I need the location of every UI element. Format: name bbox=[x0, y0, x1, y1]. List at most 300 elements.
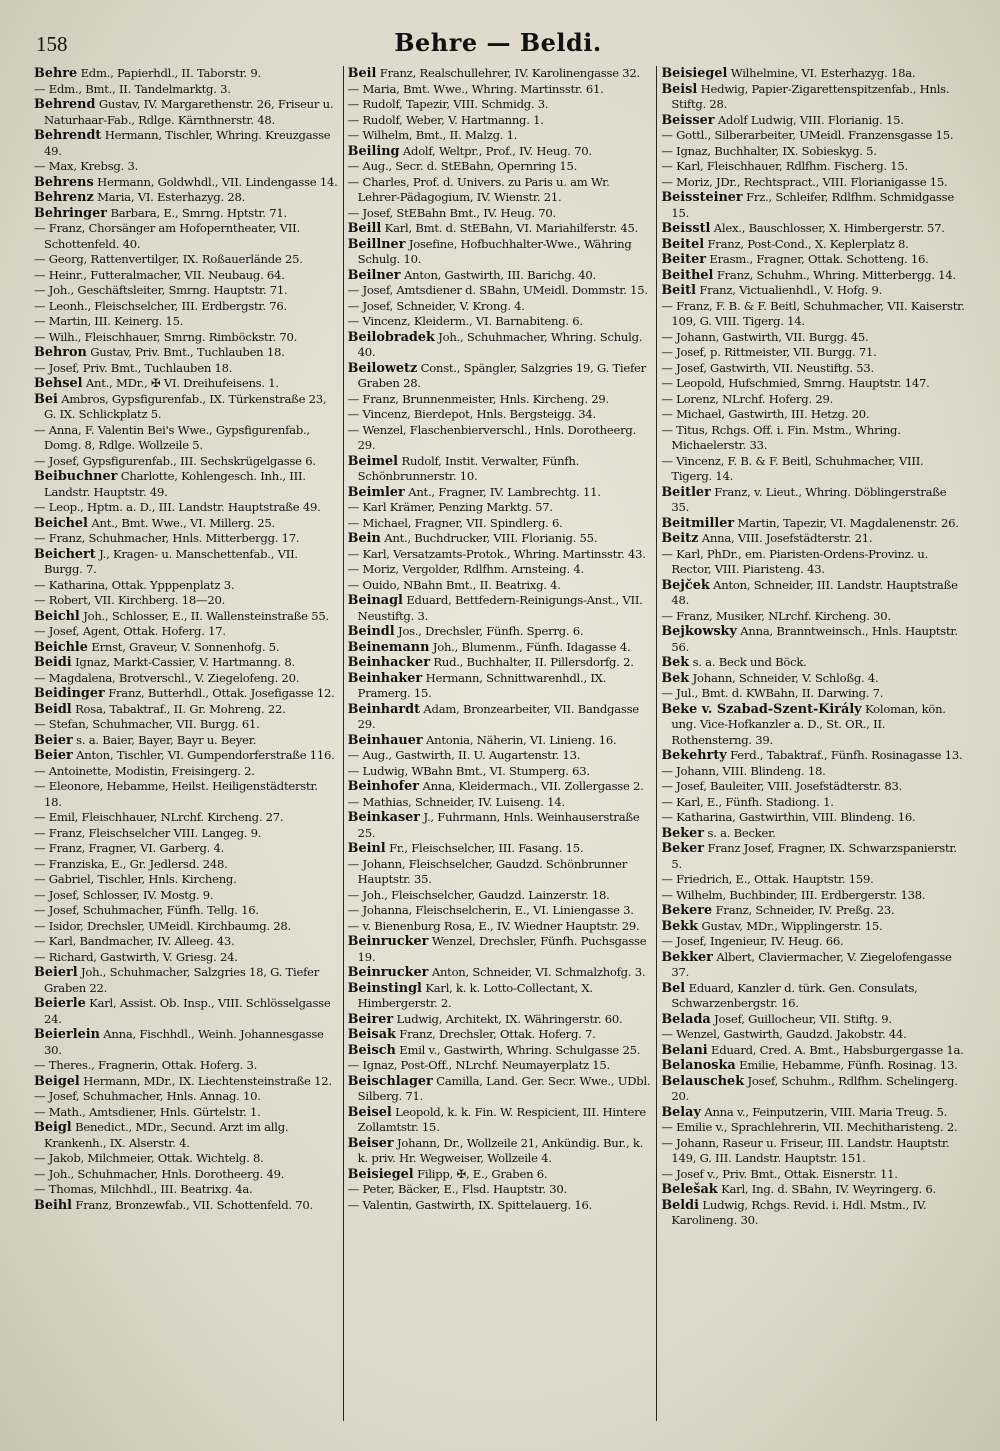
entry-surname: Beierl bbox=[34, 965, 78, 980]
entry-details: — Leop., Hptm. a. D., III. Landstr. Hauptstraße 49. bbox=[34, 500, 321, 514]
page-header bbox=[36, 22, 960, 62]
running-title: Behre — Beldi. bbox=[394, 28, 602, 57]
directory-entry bbox=[661, 376, 966, 392]
entry-details: Eduard, Bettfedern-Reinigungs-Anst., VII. Neustiftg. 3. bbox=[357, 593, 643, 623]
entry-surname: Beichel bbox=[34, 515, 88, 531]
directory-entry bbox=[661, 872, 966, 888]
directory-entry bbox=[661, 609, 966, 625]
entry-surname: Beisch bbox=[347, 1042, 396, 1058]
entry-details: Camilla, Land. Ger. Secr. Wwe., UDbl. Silberg. 71. bbox=[357, 1073, 651, 1103]
directory-entry bbox=[348, 97, 653, 113]
entry-surname: Bel bbox=[661, 980, 686, 996]
directory-entry bbox=[348, 841, 653, 857]
entry-surname: Bek bbox=[661, 670, 690, 686]
entry-details: — Isidor, Drechsler, UMeidl. Kirchbaumg. 28. bbox=[34, 918, 291, 933]
entry-details: — Johann, Fleischselcher, Gaudzd. Schönbrunner Hauptstr. 35. bbox=[347, 856, 628, 886]
entry-details: Rud., Buchhalter, II. Pillersdorfg. 2. bbox=[429, 655, 634, 669]
entry-surname: Beisser bbox=[661, 112, 715, 128]
entry-details: — Valentin, Gastwirth, IX. Spittelauerg. 16. bbox=[347, 1197, 593, 1212]
entry-surname: Beitel bbox=[661, 236, 705, 252]
directory-entry bbox=[348, 857, 653, 888]
directory-entry bbox=[34, 702, 339, 718]
directory-entry bbox=[348, 562, 653, 578]
entry-surname: Beinagl bbox=[347, 593, 403, 608]
entry-surname: Beinhacker bbox=[347, 655, 430, 670]
directory-entry bbox=[34, 159, 339, 175]
entry-details: — Gottl., Silberarbeiter, UMeidl. Franzensgasse 15. bbox=[661, 128, 954, 142]
directory-entry bbox=[34, 609, 339, 625]
entry-details: Anton, Schneider, VI. Schmalzhofg. 3. bbox=[428, 965, 646, 979]
entry-details: — Friedrich, E., Ottak. Hauptstr. 159. bbox=[661, 872, 874, 886]
entry-details: Franz Josef, Fragner, IX. Schwarzspanierstr. 5. bbox=[671, 841, 957, 871]
directory-entry bbox=[348, 1167, 653, 1183]
entry-surname: Beissteiner bbox=[661, 190, 743, 205]
entry-details: Karl, k. k. Lotto-Collectant, X. Himbergerstr. 2. bbox=[357, 980, 593, 1010]
entry-details: — Michael, Fragner, VII. Spindlerg. 6. bbox=[347, 515, 563, 530]
directory-entry bbox=[348, 748, 653, 764]
entry-details: — Emilie v., Sprachlehrerin, VII. Mechitharisteng. 2. bbox=[661, 1120, 958, 1134]
entry-surname: Beirer bbox=[347, 1011, 394, 1027]
directory-entry bbox=[34, 655, 339, 671]
entry-details: Karl, Ing. d. SBahn, IV. Weyringerg. 6. bbox=[717, 1182, 936, 1196]
entry-details: s. a. Beck und Böck. bbox=[689, 655, 807, 669]
directory-entry bbox=[34, 717, 339, 733]
entry-surname: Beinhofer bbox=[347, 779, 420, 794]
entry-details: — Robert, VII. Kirchberg. 18—20. bbox=[34, 593, 226, 607]
entry-details: Barbara, E., Smrng. Hptstr. 71. bbox=[107, 205, 287, 220]
entry-surname: Beierle bbox=[34, 996, 86, 1011]
directory-entry bbox=[34, 624, 339, 640]
column-middle bbox=[344, 66, 658, 1421]
entry-details: Hermann, Tischler, Whring. Kreuzgasse 49. bbox=[44, 128, 331, 158]
directory-entry bbox=[661, 190, 966, 221]
directory-entry bbox=[661, 888, 966, 904]
entry-details: — Katharina, Ottak. Ypppenplatz 3. bbox=[34, 577, 235, 592]
entry-surname: Beiling bbox=[347, 143, 400, 159]
directory-entry bbox=[348, 237, 653, 268]
entry-details: — Vincenz, Kleiderm., VI. Barnabiteng. 6. bbox=[347, 314, 583, 328]
entry-details: — Franziska, E., Gr. Jedlersd. 248. bbox=[34, 856, 228, 871]
directory-entry bbox=[348, 330, 653, 361]
directory-entry bbox=[661, 268, 966, 284]
directory-entry bbox=[661, 1058, 966, 1074]
entry-details: Erasm., Fragner, Ottak. Schotteng. 16. bbox=[705, 252, 929, 266]
directory-entry bbox=[661, 128, 966, 144]
entry-surname: Beldi bbox=[661, 1197, 699, 1213]
directory-entry bbox=[348, 888, 653, 904]
directory-entry bbox=[348, 764, 653, 780]
entry-details: Eduard, Kanzler d. türk. Gen. Consulats, Schwarzenbergstr. 16. bbox=[671, 980, 918, 1010]
directory-entry bbox=[34, 531, 339, 547]
directory-entry bbox=[661, 779, 966, 795]
directory-entry bbox=[34, 1120, 339, 1151]
page-number: 158 bbox=[36, 32, 68, 56]
entry-details: — Josef, Schuhmacher, Hnls. Annag. 10. bbox=[34, 1089, 261, 1103]
entry-surname: Beidinger bbox=[34, 686, 105, 701]
directory-entry bbox=[348, 981, 653, 1012]
directory-entry bbox=[348, 299, 653, 315]
directory-entry bbox=[661, 795, 966, 811]
entry-details: Ant., Buchdrucker, VIII. Florianig. 55. bbox=[380, 531, 598, 545]
entry-surname: Beisak bbox=[347, 1027, 396, 1042]
directory-entry bbox=[661, 454, 966, 485]
entry-details: — Antoinette, Modistin, Freisingerg. 2. bbox=[34, 763, 255, 778]
entry-details: Wenzel, Drechsler, Fünfh. Puchsgasse 19. bbox=[357, 934, 647, 964]
entry-details: — Karl, PhDr., em. Piaristen-Ordens-Provinz. u. Rector, VIII. Piaristeng. 43. bbox=[661, 546, 929, 576]
entry-surname: Beinhauer bbox=[347, 732, 423, 748]
entry-surname: Beimel bbox=[347, 453, 399, 469]
entry-details: — Karl Krämer, Penzing Marktg. 57. bbox=[347, 500, 553, 514]
directory-entry bbox=[34, 500, 339, 516]
directory-entry bbox=[348, 392, 653, 408]
entry-details: Ignaz, Markt-Cassier, V. Hartmanng. 8. bbox=[71, 655, 295, 669]
entry-details: — v. Bienenburg Rosa, E., IV. Wiedner Hauptstr. 29. bbox=[347, 918, 640, 933]
entry-surname: Beinl bbox=[347, 841, 386, 856]
column-right bbox=[657, 66, 970, 1421]
entry-surname: Bekker bbox=[661, 949, 713, 965]
directory-entry bbox=[348, 1074, 653, 1105]
entry-details: — Ignaz, Buchhalter, IX. Sobieskyg. 5. bbox=[661, 143, 877, 158]
directory-columns bbox=[34, 66, 970, 1421]
entry-surname: Beilowetz bbox=[347, 360, 418, 376]
directory-entry bbox=[348, 593, 653, 624]
entry-details: — Moriz, Vergolder, Rdlfhm. Arnsteing. 4. bbox=[347, 562, 584, 576]
entry-surname: Beisstl bbox=[661, 221, 711, 236]
directory-entry bbox=[34, 66, 339, 82]
directory-entry bbox=[34, 965, 339, 996]
directory-entry bbox=[661, 82, 966, 113]
entry-details: Franz, Butterhdl., Ottak. Josefigasse 12. bbox=[104, 686, 335, 700]
entry-details: — Eleonore, Hebamme, Heilst. Heiligenstädterstr. 18. bbox=[34, 779, 318, 809]
directory-entry bbox=[34, 206, 339, 222]
entry-details: Karl, Bmt. d. StEBahn, VI. Mariahilferstr. 45. bbox=[381, 221, 639, 235]
directory-entry bbox=[661, 702, 966, 749]
directory-entry bbox=[34, 888, 339, 904]
entry-surname: Beichert bbox=[34, 546, 96, 562]
entry-surname: Beier bbox=[34, 732, 73, 748]
entry-details: Leopold, k. k. Fin. W. Respicient, III. Hintere Zollamtstr. 15. bbox=[357, 1104, 647, 1134]
directory-entry bbox=[348, 810, 653, 841]
entry-surname: Beil bbox=[347, 66, 377, 81]
entry-details: Anna, Fischhdl., Weinh. Johannesgasse 30. bbox=[44, 1027, 324, 1057]
entry-details: — Wenzel, Flaschenbierverschl., Hnls. Dorotheerg. 29. bbox=[347, 422, 637, 452]
entry-details: Franz, Drechsler, Ottak. Hoferg. 7. bbox=[395, 1027, 596, 1041]
entry-surname: Beker bbox=[661, 825, 705, 841]
directory-entry bbox=[34, 779, 339, 810]
directory-entry bbox=[348, 779, 653, 795]
entry-details: Joh., Schuhmacher, Salzgries 18, G. Tiefer Graben 22. bbox=[44, 965, 320, 995]
directory-entry bbox=[348, 283, 653, 299]
directory-entry bbox=[348, 578, 653, 594]
entry-details: — Wilhelm, Buchbinder, III. Erdbergerstr. 138. bbox=[661, 887, 926, 902]
directory-entry bbox=[34, 392, 339, 423]
entry-surname: Belay bbox=[661, 1104, 701, 1120]
entry-details: — Ludwig, WBahn Bmt., VI. Stumperg. 63. bbox=[347, 763, 590, 778]
entry-details: — Mathias, Schneider, IV. Luiseng. 14. bbox=[347, 794, 565, 809]
directory-entry bbox=[661, 671, 966, 687]
directory-entry bbox=[348, 206, 653, 222]
directory-entry bbox=[348, 903, 653, 919]
entry-details: — Joh., Geschäftsleiter, Smrng. Hauptstr. 71. bbox=[34, 283, 288, 297]
directory-entry bbox=[661, 764, 966, 780]
entry-details: Anton, Schneider, III. Landstr. Hauptstraße 48. bbox=[671, 577, 958, 607]
directory-entry bbox=[348, 1043, 653, 1059]
entry-surname: Bein bbox=[347, 531, 381, 546]
entry-details: — Wenzel, Gastwirth, Gaudzd. Jakobstr. 44. bbox=[661, 1027, 907, 1041]
entry-details: Gustav, Priv. Bmt., Tuchlauben 18. bbox=[86, 345, 285, 359]
directory-entry bbox=[348, 175, 653, 206]
directory-entry bbox=[348, 531, 653, 547]
entry-surname: Beigel bbox=[34, 1073, 80, 1089]
entry-details: — Karl, Bandmacher, IV. Alleeg. 43. bbox=[34, 934, 235, 948]
directory-entry bbox=[661, 547, 966, 578]
entry-surname: Behrenz bbox=[34, 190, 94, 205]
entry-surname: Belada bbox=[661, 1011, 711, 1027]
entry-details: Hermann, MDr., IX. Liechtensteinstraße 12. bbox=[79, 1073, 332, 1088]
entry-details: — Rudolf, Tapezir, VIII. Schmidg. 3. bbox=[347, 97, 549, 111]
entry-surname: Bejkowsky bbox=[661, 624, 737, 639]
entry-details: Maria, VI. Esterhazyg. 28. bbox=[93, 190, 246, 204]
directory-entry bbox=[34, 903, 339, 919]
entry-details: — Charles, Prof. d. Univers. zu Paris u. am Wr. Lehrer-Pädagogium, IV. Wienstr. 21. bbox=[347, 174, 610, 204]
entry-surname: Beitl bbox=[661, 283, 696, 298]
entry-details: — Gabriel, Tischler, Hnls. Kircheng. bbox=[34, 872, 237, 886]
directory-entry bbox=[661, 903, 966, 919]
entry-details: — Johann, Gastwirth, VII. Burgg. 45. bbox=[661, 329, 869, 344]
entry-details: — Franz, Brunnenmeister, Hnls. Kircheng. 29. bbox=[347, 391, 609, 406]
directory-entry bbox=[661, 748, 966, 764]
entry-details: Martin, Tapezir, VI. Magdalenenstr. 26. bbox=[734, 515, 959, 530]
entry-surname: Belani bbox=[661, 1042, 708, 1058]
entry-details: Edm., Papierhdl., II. Taborstr. 9. bbox=[77, 66, 261, 80]
directory-entry bbox=[661, 1198, 966, 1229]
directory-entry bbox=[34, 1027, 339, 1058]
entry-details: — Josef, Schneider, V. Krong. 4. bbox=[347, 298, 525, 313]
directory-entry bbox=[661, 252, 966, 268]
directory-entry bbox=[661, 66, 966, 82]
entry-details: Anna v., Feinputzerin, VIII. Maria Treug. 5. bbox=[700, 1104, 948, 1119]
directory-entry bbox=[661, 1167, 966, 1183]
entry-surname: Beitmiller bbox=[661, 515, 735, 531]
entry-surname: Beigl bbox=[34, 1120, 72, 1135]
directory-entry bbox=[661, 361, 966, 377]
entry-details: Joh., Schuhmacher, Whring. Schulg. 40. bbox=[357, 329, 643, 359]
entry-surname: Beitler bbox=[661, 484, 711, 500]
entry-surname: Behre bbox=[34, 66, 78, 81]
directory-entry bbox=[34, 671, 339, 687]
directory-entry bbox=[348, 113, 653, 129]
directory-entry bbox=[348, 1198, 653, 1214]
directory-entry bbox=[661, 1120, 966, 1136]
directory-entry bbox=[34, 1182, 339, 1198]
entry-details: Johann, Dr., Wollzeile 21, Ankündig. Bur., k. k. priv. Hr. Wegweiser, Wollzeile 4. bbox=[357, 1135, 644, 1165]
entry-details: Franz, Schuhm., Whring. Mitterbergg. 14. bbox=[713, 267, 956, 282]
entry-details: Franz, Post-Cond., X. Keplerplatz 8. bbox=[704, 236, 909, 251]
entry-surname: Beierlein bbox=[34, 1027, 100, 1042]
directory-entry bbox=[34, 764, 339, 780]
entry-details: — Josef, Schlosser, IV. Mostg. 9. bbox=[34, 887, 214, 902]
entry-details: — Josef, StEBahn Bmt., IV. Heug. 70. bbox=[347, 205, 556, 220]
directory-entry bbox=[661, 407, 966, 423]
directory-entry bbox=[34, 841, 339, 857]
entry-details: — Richard, Gastwirth, V. Griesg. 24. bbox=[34, 949, 238, 964]
entry-details: Anna, Kleidermach., VII. Zollergasse 2. bbox=[419, 779, 644, 793]
entry-details: Rosa, Tabaktraf., II. Gr. Mohreng. 22. bbox=[71, 701, 286, 716]
entry-surname: Beisl bbox=[661, 81, 698, 97]
entry-details: Hermann, Goldwhdl., VII. Lindengasse 14. bbox=[93, 174, 338, 189]
entry-surname: Beithel bbox=[661, 267, 714, 283]
directory-entry bbox=[661, 423, 966, 454]
entry-details: Anton, Tischler, VI. Gumpendorferstraße 116. bbox=[72, 748, 335, 762]
directory-entry bbox=[34, 1198, 339, 1214]
entry-surname: Beisiegel bbox=[347, 1166, 414, 1182]
entry-details: — Lorenz, NLrchf. Hoferg. 29. bbox=[661, 391, 834, 406]
directory-entry bbox=[661, 919, 966, 935]
directory-entry bbox=[348, 671, 653, 702]
directory-entry bbox=[348, 934, 653, 965]
directory-entry bbox=[661, 1074, 966, 1105]
directory-entry bbox=[348, 500, 653, 516]
entry-details: — Moriz, JDr., Rechtspract., VIII. Florianigasse 15. bbox=[661, 174, 948, 189]
entry-details: s. a. Becker. bbox=[704, 825, 776, 840]
directory-entry bbox=[661, 392, 966, 408]
directory-entry bbox=[661, 531, 966, 547]
directory-entry bbox=[661, 981, 966, 1012]
entry-details: Anna, VIII. Josefstädterstr. 21. bbox=[698, 531, 873, 545]
entry-surname: Bei bbox=[34, 391, 58, 407]
entry-surname: Beimler bbox=[347, 484, 405, 500]
directory-entry bbox=[661, 841, 966, 872]
entry-details: — Josef, Gypsfigurenfab., III. Sechskrügelgasse 6. bbox=[34, 453, 316, 468]
entry-details: — Johann, Raseur u. Friseur, III. Landstr. Hauptstr. 149, G. III. Landstr. Hauptstr. 151. bbox=[661, 1135, 950, 1165]
entry-surname: Bekehrty bbox=[661, 748, 727, 763]
entry-details: — Wilhelm, Bmt., II. Malzg. 1. bbox=[347, 128, 518, 142]
entry-details: — Karl, Versatzamts-Protok., Whring. Martinsstr. 43. bbox=[347, 546, 646, 561]
entry-details: Gustav, IV. Margarethenstr. 26, Friseur u. Naturhaar-Fab., Rdlge. Kärnthnerstr. 48. bbox=[44, 97, 334, 127]
directory-entry bbox=[34, 128, 339, 159]
directory-entry bbox=[348, 314, 653, 330]
entry-details: — Martin, III. Keinerg. 15. bbox=[34, 314, 184, 328]
entry-details: Ludwig, Rchgs. Revid. i. Hdl. Mstm., IV. Karolineng. 30. bbox=[671, 1197, 927, 1227]
entry-surname: Beisiegel bbox=[661, 66, 728, 81]
directory-entry bbox=[34, 221, 339, 252]
directory-entry bbox=[661, 283, 966, 299]
entry-surname: Behringer bbox=[34, 205, 108, 221]
entry-surname: Behrendt bbox=[34, 128, 102, 143]
entry-details: Adolf Ludwig, VIII. Florianig. 15. bbox=[714, 112, 904, 127]
entry-details: — Emil, Fleischhauer, NLrchf. Kircheng. 27. bbox=[34, 810, 284, 824]
entry-surname: Beihl bbox=[34, 1197, 72, 1213]
directory-entry bbox=[661, 686, 966, 702]
directory-entry bbox=[34, 826, 339, 842]
entry-details: — Math., Amtsdiener, Hnls. Gürtelstr. 1. bbox=[34, 1104, 261, 1119]
entry-details: — Franz, Fragner, VI. Garberg. 4. bbox=[34, 841, 225, 855]
directory-entry bbox=[661, 1012, 966, 1028]
entry-surname: Behsel bbox=[34, 376, 83, 391]
directory-entry bbox=[34, 872, 339, 888]
entry-surname: Beier bbox=[34, 748, 73, 763]
directory-entry bbox=[34, 919, 339, 935]
entry-details: — Stefan, Schuhmacher, VII. Burgg. 61. bbox=[34, 717, 260, 731]
entry-details: Filipp, ✠, E., Graben 6. bbox=[413, 1166, 548, 1181]
directory-entry bbox=[661, 1136, 966, 1167]
entry-details: Franz, Victualienhdl., V. Hofg. 9. bbox=[695, 283, 883, 297]
entry-details: — Josef, Amtsdiener d. SBahn, UMeidl. Dommstr. 15. bbox=[347, 283, 648, 297]
entry-details: Hedwig, Papier-Zigarettenspitzenfab., Hnls. Stiftg. 28. bbox=[671, 81, 950, 111]
directory-entry bbox=[34, 1151, 339, 1167]
directory-entry bbox=[348, 66, 653, 82]
directory-entry bbox=[661, 1182, 966, 1198]
entry-details: Franz, Realschullehrer, IV. Karolinengasse 32. bbox=[376, 66, 640, 80]
entry-details: — Theres., Fragnerin, Ottak. Hoferg. 3. bbox=[34, 1058, 258, 1072]
directory-entry bbox=[661, 330, 966, 346]
directory-entry bbox=[661, 345, 966, 361]
directory-entry bbox=[34, 469, 339, 500]
entry-details: Joh., Blumenm., Fünfh. Idagasse 4. bbox=[429, 639, 631, 654]
directory-entry bbox=[661, 655, 966, 671]
directory-entry bbox=[661, 113, 966, 129]
entry-details: — Josef, Gastwirth, VII. Neustiftg. 53. bbox=[661, 360, 874, 375]
directory-entry bbox=[661, 516, 966, 532]
entry-details: Hermann, Schnittwarenhdl., IX. Pramerg. 15. bbox=[357, 670, 607, 700]
entry-surname: Beidl bbox=[34, 701, 72, 717]
entry-surname: Beilobradek bbox=[347, 329, 435, 345]
entry-details: — Georg, Rattenvertilger, IX. Roßauerlände 25. bbox=[34, 252, 303, 266]
entry-details: Wilhelmine, VI. Esterhazyg. 18a. bbox=[727, 66, 916, 80]
entry-details: Ernst, Graveur, V. Sonnenhofg. 5. bbox=[87, 639, 280, 654]
entry-details: Rudolf, Instit. Verwalter, Fünfh. Schönbrunnerstr. 10. bbox=[357, 453, 580, 483]
entry-details: — Vincenz, F. B. & F. Beitl, Schuhmacher, VIII. Tigerg. 14. bbox=[661, 453, 924, 483]
directory-entry bbox=[34, 268, 339, 284]
directory-entry bbox=[34, 376, 339, 392]
entry-details: — Jul., Bmt. d. KWBahn, II. Darwing. 7. bbox=[661, 686, 884, 700]
entry-details: — Karl, Fleischhauer, Rdlfhm. Fischerg. 15. bbox=[661, 159, 908, 173]
directory-entry bbox=[661, 624, 966, 655]
entry-details: Ferd., Tabaktraf., Fünfh. Rosinagasse 13. bbox=[726, 748, 963, 762]
entry-details: Joh., Schlosser, E., II. Wallensteinstraße 55. bbox=[79, 608, 329, 623]
directory-entry bbox=[34, 361, 339, 377]
entry-surname: Beidi bbox=[34, 655, 72, 670]
column-left bbox=[34, 66, 344, 1421]
directory-entry bbox=[34, 82, 339, 98]
entry-details: — Josef, Agent, Ottak. Hoferg. 17. bbox=[34, 624, 226, 638]
directory-entry bbox=[34, 345, 339, 361]
entry-details: — Vincenz, Bierdepot, Hnls. Bergsteigg. 34. bbox=[347, 407, 596, 421]
directory-entry bbox=[34, 283, 339, 299]
directory-entry bbox=[348, 1136, 653, 1167]
directory-entry bbox=[661, 578, 966, 609]
entry-details: Emil v., Gastwirth, Whring. Schulgasse 25. bbox=[395, 1042, 641, 1057]
directory-entry bbox=[34, 252, 339, 268]
directory-entry bbox=[661, 144, 966, 160]
entry-details: Gustav, MDr., Wipplingerstr. 15. bbox=[698, 918, 883, 933]
entry-details: Ant., Bmt. Wwe., VI. Millerg. 25. bbox=[87, 515, 275, 530]
directory-entry bbox=[34, 1058, 339, 1074]
directory-entry bbox=[34, 593, 339, 609]
directory-entry bbox=[661, 159, 966, 175]
directory-entry bbox=[661, 1105, 966, 1121]
directory-entry bbox=[34, 934, 339, 950]
entry-details: — Thomas, Milchhdl., III. Beatrixg. 4a. bbox=[34, 1182, 253, 1196]
entry-details: — Max, Krebsg. 3. bbox=[34, 159, 139, 173]
directory-entry bbox=[348, 655, 653, 671]
directory-entry bbox=[348, 128, 653, 144]
entry-details: — Leopold, Hufschmied, Smrng. Hauptstr. 147. bbox=[661, 376, 930, 390]
directory-entry bbox=[34, 314, 339, 330]
directory-entry bbox=[34, 1089, 339, 1105]
entry-surname: Beichle bbox=[34, 639, 88, 655]
entry-details: Franz, Schneider, IV. Preßg. 23. bbox=[712, 903, 895, 917]
